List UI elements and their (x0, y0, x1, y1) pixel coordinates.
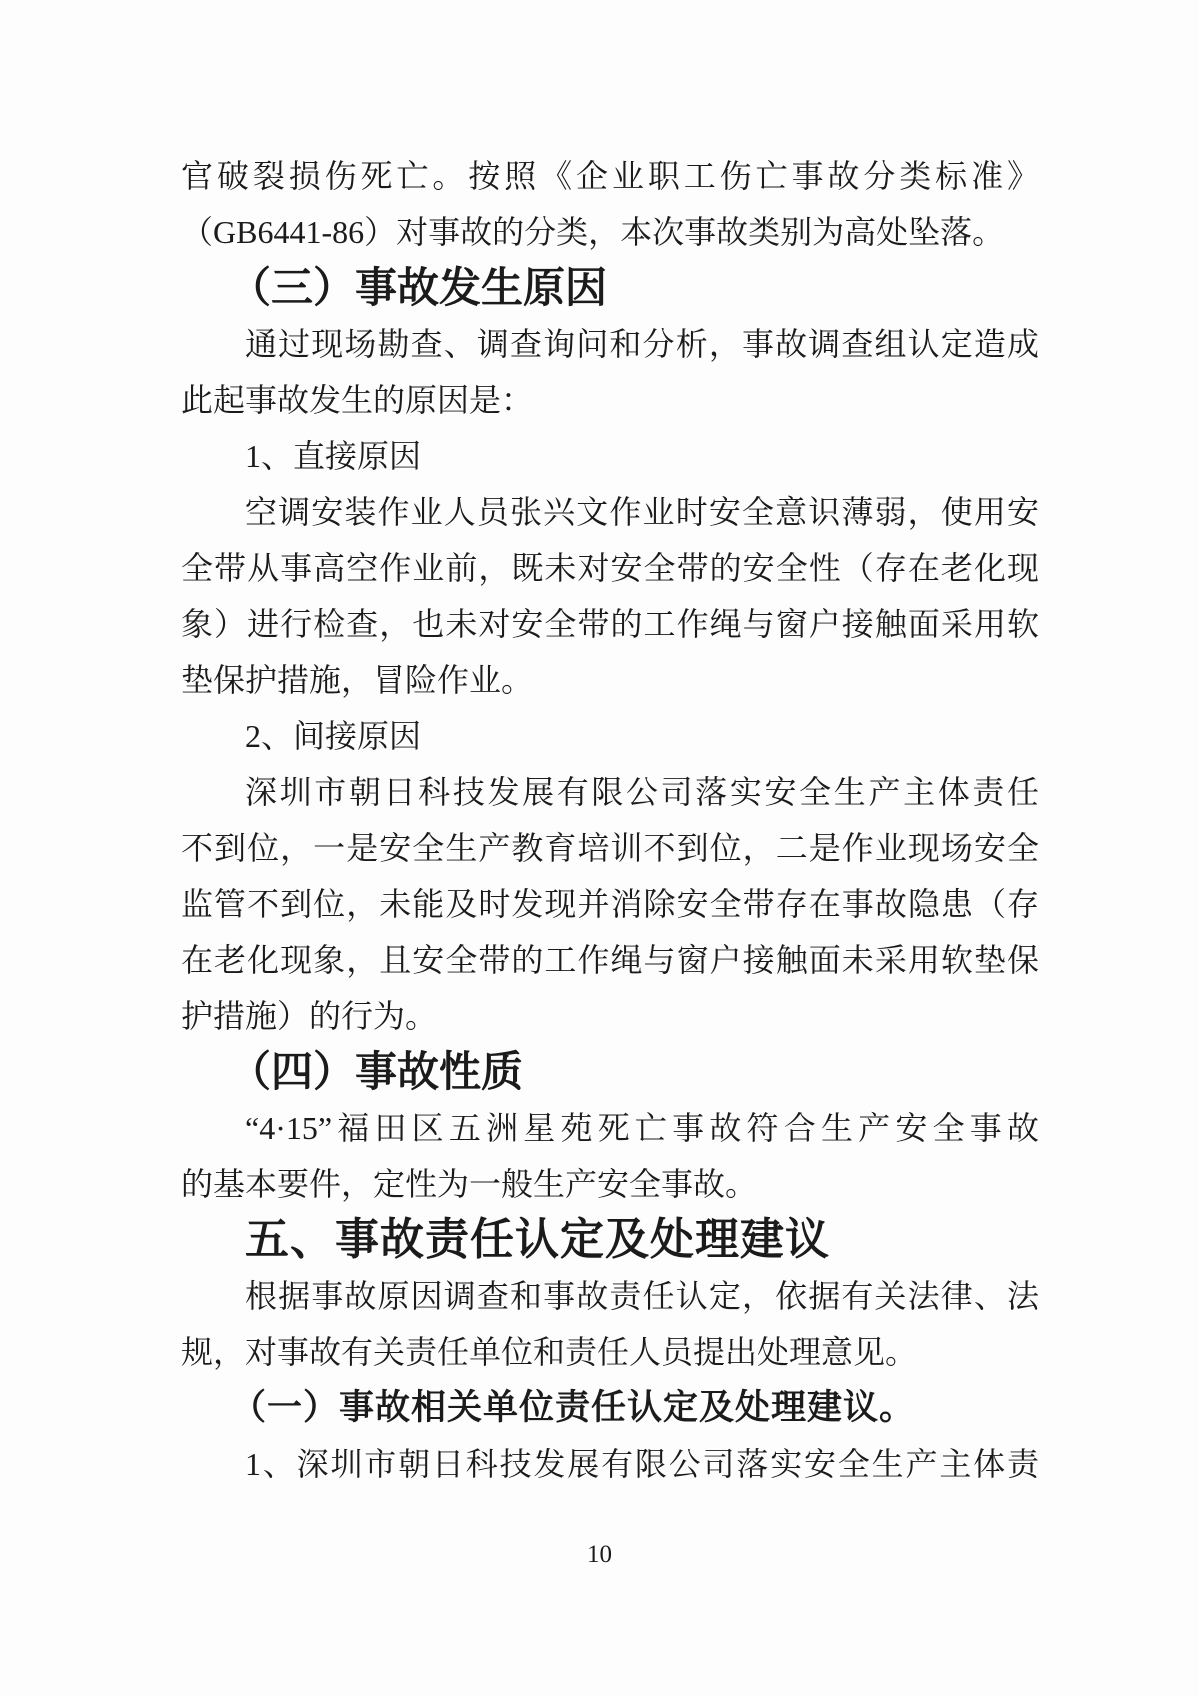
text-line: 2、间接原因 (245, 718, 422, 754)
text-line: 象）进行检查，也未对安全带的工作绳与窗户接触面采用软 (181, 606, 1039, 642)
document-content (181, 148, 1039, 1492)
text-line: 1、深圳市朝日科技发展有限公司落实安全生产主体责 (245, 1446, 1039, 1482)
heading-line: （四）事故性质 (229, 1048, 524, 1095)
heading-line: 五、事故责任认定及处理建议 (245, 1215, 830, 1264)
text-line: 通过现场勘查、调查询问和分析，事故调查组认定造成 (245, 326, 1039, 362)
text-line: 根据事故原因调查和事故责任认定，依据有关法律、法 (245, 1278, 1039, 1314)
text-line: 垫保护措施，冒险作业。 (181, 662, 534, 698)
text-line: 深圳市朝日科技发展有限公司落实安全生产主体责任 (245, 774, 1039, 810)
text-line: 规，对事故有关责任单位和责任人员提出处理意见。 (181, 1334, 918, 1370)
text-line: 护措施）的行为。 (181, 998, 438, 1034)
text-line: 此起事故发生的原因是： (181, 382, 534, 418)
text-line: 在老化现象，且安全带的工作绳与窗户接触面未采用软垫保 (181, 942, 1039, 978)
text-line: “4·15”福田区五洲星苑死亡事故符合生产安全事故 (245, 1110, 1039, 1146)
text-line: 监管不到位，未能及时发现并消除安全带存在事故隐患（存 (181, 886, 1039, 922)
heading-line: （三）事故发生原因 (229, 264, 608, 311)
text-line: 1、直接原因 (245, 438, 422, 474)
text-line: 空调安装作业人员张兴文作业时安全意识薄弱，使用安 (245, 494, 1039, 530)
page-number: 10 (587, 1541, 612, 1568)
text-line: 的基本要件，定性为一般生产安全事故。 (181, 1166, 758, 1202)
text-line: 不到位，一是安全生产教育培训不到位，二是作业现场安全 (181, 830, 1039, 866)
text-line: 官破裂损伤死亡。按照《企业职工伤亡事故分类标准》 (181, 158, 1039, 194)
text-line: 全带从事高空作业前，既未对安全带的安全性（存在老化现 (181, 550, 1039, 586)
heading-line: （一）事故相关单位责任认定及处理建议。 (231, 1388, 916, 1427)
text-line: （GB6441-86）对事故的分类，本次事故类别为高处坠落。 (181, 214, 1005, 250)
